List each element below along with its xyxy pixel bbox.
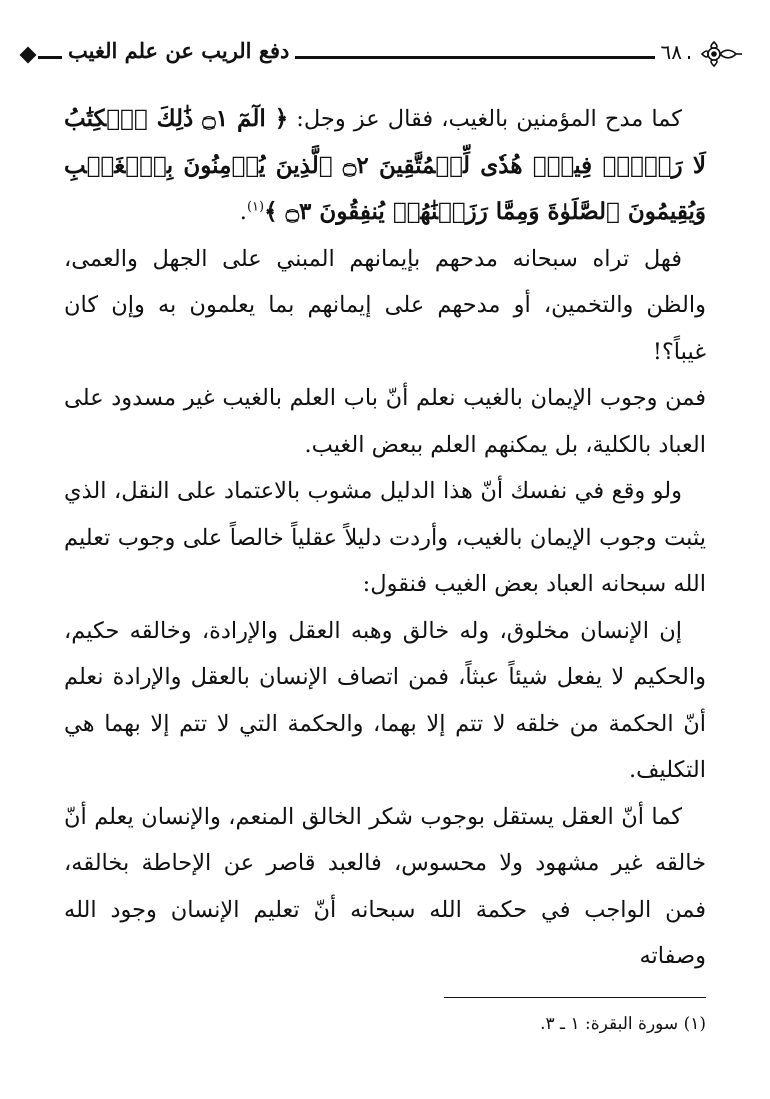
paragraph-2: فهل تراه سبحانه مدحهم بإيمانهم المبني على الجهل والعمى، والظن والتخمين، أو مدحهم على إيمانهم بما يعلمون به وإن كان غيباً؟! (64, 245, 706, 365)
paragraph-tail: . (239, 199, 247, 225)
paragraph-6: كما أنّ العقل يستقل بوجوب شكر الخالق المنعم، والإنسان يعلم أنّ خالقه غير مشهود ولا محسوس، فالعبد قاصر عن الإحاطة بخالقه، فمن الواجب في حكمة الله سبحانه أنّ تعليم الإنسان وجود الله وصفاته (64, 803, 706, 969)
paragraph-3: فمن وجوب الإيمان بالغيب نعلم أنّ باب العلم بالغيب غير مسدود على العباد بالكلية، بل يمكنهم العلم ببعض الغيب. (64, 385, 706, 458)
page-number: ٦٨ (655, 40, 688, 64)
page-header (22, 30, 750, 76)
floral-ornament-icon (696, 36, 742, 72)
diamond-ornament-icon (20, 47, 37, 64)
paragraph-5: إن الإنسان مخلوق، وله خالق وهبه العقل والإرادة، وخالقه حكيم، والحكيم لا يفعل شيئاً عبثاً، فمن اتصاف الإنسان بالعقل والإرادة نعلم أنّ الحكمة من خلقه لا تتم إلا بهما، والحكمة التي لا تتم إلا بهما هي التكليف. (64, 617, 706, 783)
page-body (64, 96, 706, 980)
footnote-separator (444, 997, 706, 998)
paragraph-lead: كما مدح المؤمنين بالغيب، فقال عز وجل: (288, 106, 682, 132)
paragraph-4: ولو وقع في نفسك أنّ هذا الدليل مشوب بالاعتماد على النقل، الذي يثبت وجوب الإيمان بالغيب، وأردت دليلاً عقلياً خالصاً على وجوب تعليم الله سبحانه العباد بعض الغيب فنقول: (64, 478, 706, 597)
footnote-reference: (١) (246, 199, 265, 215)
footnote: (١) سورة البقرة: ١ ـ ٣. (540, 1014, 706, 1034)
paragraph-1 (64, 96, 706, 236)
running-title: دفع الريب عن علم الغيب (62, 38, 295, 64)
quran-verse: ﴿ الٓمٓ ۝١ ذَٰلِكَ ٱلۡكِتَٰبُ لَا رَيۡبَۛ فِيهِۛ هُدٗى لِّلۡمُتَّقِينَ ۝٢ ٱلَّذِينَ يُؤۡمِنُونَ بِٱلۡغَيۡبِ وَيُقِيمُونَ ٱلصَّلَوٰةَ وَمِمَّا رَزَقۡنَٰهُمۡ يُنفِقُونَ ۝٣ ﴾ (64, 105, 706, 225)
